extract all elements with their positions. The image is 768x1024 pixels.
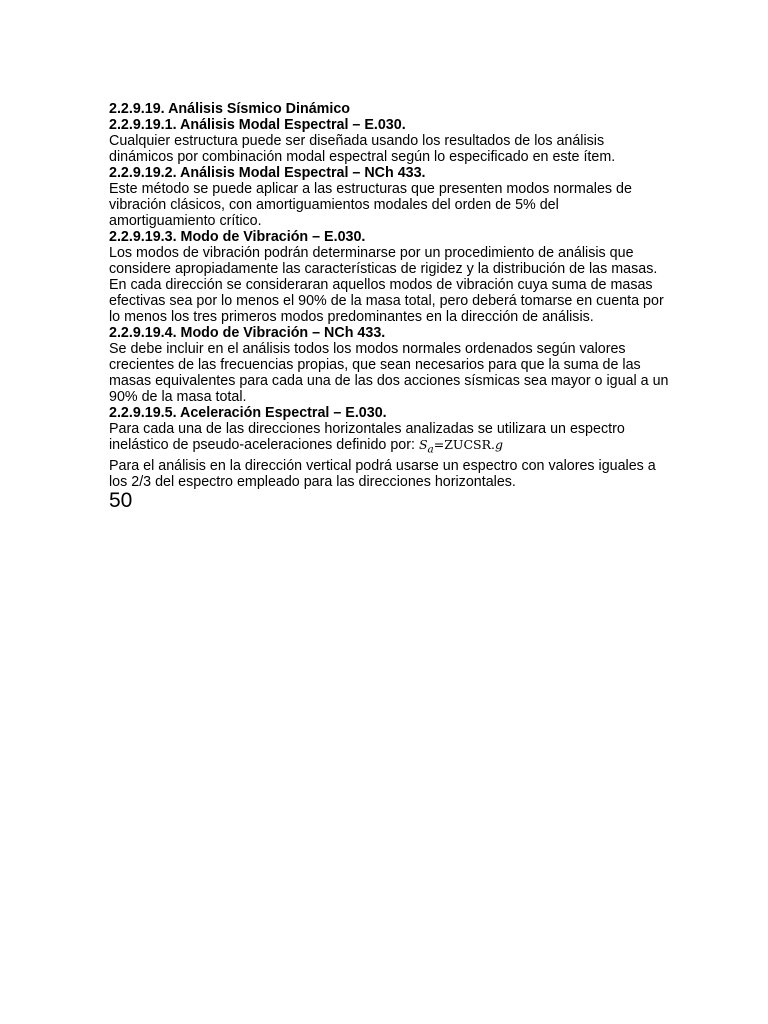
formula-subscript: a: [427, 443, 434, 456]
section-heading-2-2-9-19-1: 2.2.9.19.1. Análisis Modal Espectral – E.030.: [109, 117, 406, 133]
section-heading-2-2-9-19-5: 2.2.9.19.5. Aceleración Espectral – E.030.: [109, 405, 387, 421]
section-heading-2-2-9-19-4: 2.2.9.19.4. Modo de Vibración – NCh 433.: [109, 325, 386, 341]
section-heading-2-2-9-19-3: 2.2.9.19.3. Modo de Vibración – E.030.: [109, 229, 366, 245]
paragraph-aceleracion-espectral: [109, 421, 669, 458]
paragraph-modos-normales-nch433: Se debe incluir en el análisis todos los modos normales ordenados según valores crecientes de las frecuencias propias, que sean necesarios para que la suma de las masas equivalentes para cada una de las dos acciones sísmicas sea mayor o igual a un 90% de la masa total.: [109, 341, 669, 405]
paragraph-aceleracion-text: Para cada una de las direcciones horizontales analizadas se utilizara un espectro inelástico de pseudo-aceleraciones definido por:: [109, 421, 625, 453]
formula-dot: .: [491, 437, 495, 452]
formula-rhs: ZUCSR: [444, 437, 492, 452]
paragraph-modos-vibracion-2: En cada dirección se consideraran aquellos modos de vibración cuya suma de masas efectivas sea por lo menos el 90% de la masa total, pero deberá tomarse en cuenta por lo menos los tres primeros modos predominantes en la dirección de análisis.: [109, 277, 664, 325]
formula-g: g: [495, 437, 504, 452]
section-heading-2-2-9-19-2: 2.2.9.19.2. Análisis Modal Espectral – NCh 433.: [109, 165, 426, 181]
document-page: [109, 101, 669, 512]
formula-lhs: S: [418, 437, 428, 452]
section-heading-2-2-9-19: 2.2.9.19. Análisis Sísmico Dinámico: [109, 101, 351, 117]
formula-equals: =: [433, 437, 445, 452]
paragraph-direccion-vertical: Para el análisis en la dirección vertical podrá usarse un espectro con valores iguales a los 2/3 del espectro empleado para las direcciones horizontales.: [109, 457, 656, 490]
paragraph-modal-espectral-e030: Cualquier estructura puede ser diseñada usando los resultados de los análisis dinámicos por combinación modal espectral según lo especificado en este ítem.: [109, 133, 616, 165]
page-number: 50: [109, 488, 133, 512]
spectral-formula: [418, 437, 504, 456]
paragraph-modos-vibracion-1: Los modos de vibración podrán determinarse por un procedimiento de análisis que considere apropiadamente las características de rigidez y la distribución de las masas.: [109, 245, 658, 277]
paragraph-modal-espectral-nch433: Este método se puede aplicar a las estructuras que presenten modos normales de vibración clásicos, con amortiguamientos modales del orden de 5% del amortiguamiento crítico.: [109, 181, 632, 229]
